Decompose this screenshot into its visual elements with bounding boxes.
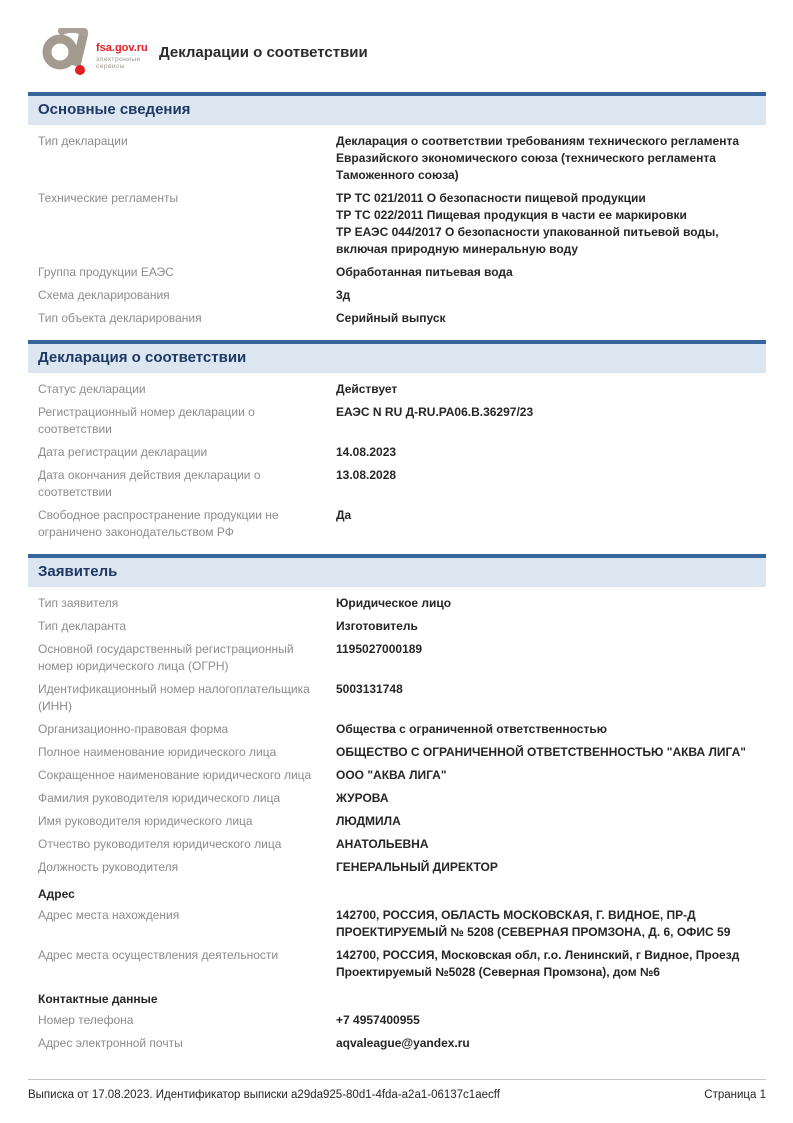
field-value: 142700, РОССИЯ, ОБЛАСТЬ МОСКОВСКАЯ, Г. ВИДНОЕ, ПР-Д ПРОЕКТИРУЕМЫЙ № 5208 (СЕВЕРНАЯ ПРОМЗОНА, Д. 6, ОФИС 59 bbox=[336, 908, 731, 939]
field-row-full-name bbox=[28, 741, 766, 764]
field-row-applicant-type bbox=[28, 592, 766, 615]
field-value: ЕАЭС N RU Д-RU.РА06.В.36297/23 bbox=[336, 405, 534, 419]
field-value: ОБЩЕСТВО С ОГРАНИЧЕННОЙ ОТВЕТСТВЕННОСТЬЮ "АКВА ЛИГА" bbox=[336, 745, 746, 759]
fsa-logo-a-icon bbox=[40, 28, 94, 76]
extract-info: Выписка от 17.08.2023. Идентификатор выписки a29da925-80d1-4fda-a2a1-06137c1aecff bbox=[28, 1089, 500, 1101]
regulation-line: ТР ТС 021/2011 О безопасности пищевой продукции bbox=[336, 191, 646, 205]
field-label: Тип объекта декларирования bbox=[38, 311, 202, 325]
section-header-applicant: Заявитель bbox=[28, 554, 766, 587]
field-value: Общества с ограниченной ответственностью bbox=[336, 722, 607, 736]
field-label: Схема декларирования bbox=[38, 288, 170, 302]
field-label: Отчество руководителя юридического лица bbox=[38, 837, 282, 851]
field-value bbox=[336, 190, 766, 258]
field-row-declaration-type bbox=[28, 130, 766, 187]
field-label: Статус декларации bbox=[38, 382, 146, 396]
field-label: Дата регистрации декларации bbox=[38, 445, 208, 459]
section-declaration-rows bbox=[28, 373, 766, 548]
field-value: Серийный выпуск bbox=[336, 311, 446, 325]
field-value: Изготовитель bbox=[336, 619, 418, 633]
fsa-logo-a-svg bbox=[40, 28, 94, 76]
field-value: 13.08.2028 bbox=[336, 468, 397, 482]
field-row-phone bbox=[28, 1009, 766, 1032]
field-label: Сокращенное наименование юридического лица bbox=[38, 768, 312, 782]
field-label: Адрес места осуществления деятельности bbox=[38, 948, 279, 962]
field-label: Номер телефона bbox=[38, 1013, 134, 1027]
field-value: 5003131748 bbox=[336, 682, 403, 696]
field-value: АНАТОЛЬЕВНА bbox=[336, 837, 429, 851]
regulation-line: ТР ЕАЭС 044/2017 О безопасности упакованной питьевой воды, включая природную минеральную воду bbox=[336, 225, 719, 256]
page-header bbox=[28, 28, 766, 76]
field-label: Группа продукции ЕАЭС bbox=[38, 265, 174, 279]
field-label: Имя руководителя юридического лица bbox=[38, 814, 253, 828]
field-value: +7 4957400955 bbox=[336, 1013, 420, 1027]
fsa-logo bbox=[28, 28, 157, 76]
field-row-short-name bbox=[28, 764, 766, 787]
field-value: Действует bbox=[336, 382, 398, 396]
section-header-declaration: Декларация о соответствии bbox=[28, 340, 766, 373]
field-label: Регистрационный номер декларации о соответствии bbox=[38, 405, 255, 436]
subsection-header-address: Адрес bbox=[38, 887, 75, 901]
field-value: 1195027000189 bbox=[336, 642, 423, 656]
field-value: 3д bbox=[336, 288, 351, 302]
field-value: Юридическое лицо bbox=[336, 596, 452, 610]
field-label: Основной государственный регистрационный номер юридического лица (ОГРН) bbox=[38, 642, 294, 673]
field-value: ЖУРОВА bbox=[336, 791, 389, 805]
field-label: Тип декларанта bbox=[38, 619, 127, 633]
field-label: Свободное распространение продукции не ограничено законодательством РФ bbox=[38, 508, 279, 539]
field-row-head-name bbox=[28, 810, 766, 833]
field-label: Должность руководителя bbox=[38, 860, 179, 874]
field-label: Адрес электронной почты bbox=[38, 1036, 183, 1050]
field-label: Тип декларации bbox=[38, 134, 128, 148]
field-row-head-position bbox=[28, 856, 766, 879]
field-row-head-patronymic bbox=[28, 833, 766, 856]
page-number: Страница 1 bbox=[704, 1089, 766, 1101]
field-row-legal-form bbox=[28, 718, 766, 741]
logo-red-dot bbox=[75, 65, 85, 75]
field-row-registration-date bbox=[28, 441, 766, 464]
logo-brand-name: fsa.gov.ru bbox=[96, 42, 148, 54]
field-row-technical-regulations bbox=[28, 187, 766, 261]
page-footer bbox=[28, 1079, 766, 1101]
field-row-product-group bbox=[28, 261, 766, 284]
field-row-location-address bbox=[28, 904, 766, 944]
field-label: Организационно-правовая форма bbox=[38, 722, 229, 736]
field-row-status bbox=[28, 378, 766, 401]
field-value: ГЕНЕРАЛЬНЫЙ ДИРЕКТОР bbox=[336, 860, 498, 874]
field-label: Тип заявителя bbox=[38, 596, 119, 610]
field-value: ЛЮДМИЛА bbox=[336, 814, 401, 828]
field-label: Технические регламенты bbox=[38, 191, 179, 205]
field-row-inn bbox=[28, 678, 766, 718]
field-row-declaration-scheme bbox=[28, 284, 766, 307]
field-value: 142700, РОССИЯ, Московская обл, г.о. Ленинский, г Видное, Проезд Проектируемый №5028 (Северная Промзона), дом №6 bbox=[336, 948, 740, 979]
section-applicant-rows bbox=[28, 587, 766, 1059]
field-value: Да bbox=[336, 508, 352, 522]
field-label: Фамилия руководителя юридического лица bbox=[38, 791, 281, 805]
field-value: 14.08.2023 bbox=[336, 445, 397, 459]
field-label: Полное наименование юридического лица bbox=[38, 745, 277, 759]
field-label: Адрес места нахождения bbox=[38, 908, 180, 922]
field-label: Идентификационный номер налогоплательщика (ИНН) bbox=[38, 682, 310, 713]
logo-tagline: электронные сервисы bbox=[96, 56, 141, 70]
field-row-ogrn bbox=[28, 638, 766, 678]
regulation-line: ТР ТС 022/2011 Пищевая продукция в части ее маркировки bbox=[336, 208, 687, 222]
subsection-header-contacts: Контактные данные bbox=[38, 992, 158, 1006]
field-value: aqvaleague@yandex.ru bbox=[336, 1036, 470, 1050]
field-row-free-distribution bbox=[28, 504, 766, 544]
field-row-registration-number bbox=[28, 401, 766, 441]
field-row-head-surname bbox=[28, 787, 766, 810]
page-title: Декларации о соответствии bbox=[159, 43, 368, 61]
field-row-email bbox=[28, 1032, 766, 1055]
section-header-main-info: Основные сведения bbox=[28, 92, 766, 125]
field-row-object-type bbox=[28, 307, 766, 330]
field-value: Декларация о соответствии требованиям технического регламента Евразийского экономического союза (технического регламента Таможенного союза) bbox=[336, 134, 740, 182]
field-row-expiry-date bbox=[28, 464, 766, 504]
logo-brand-block bbox=[96, 43, 157, 76]
field-value: ООО "АКВА ЛИГА" bbox=[336, 768, 447, 782]
field-value: Обработанная питьевая вода bbox=[336, 265, 513, 279]
field-row-declarant-type bbox=[28, 615, 766, 638]
section-main-info-rows bbox=[28, 125, 766, 334]
field-row-activity-address bbox=[28, 944, 766, 984]
field-label: Дата окончания действия декларации о соответствии bbox=[38, 468, 261, 499]
